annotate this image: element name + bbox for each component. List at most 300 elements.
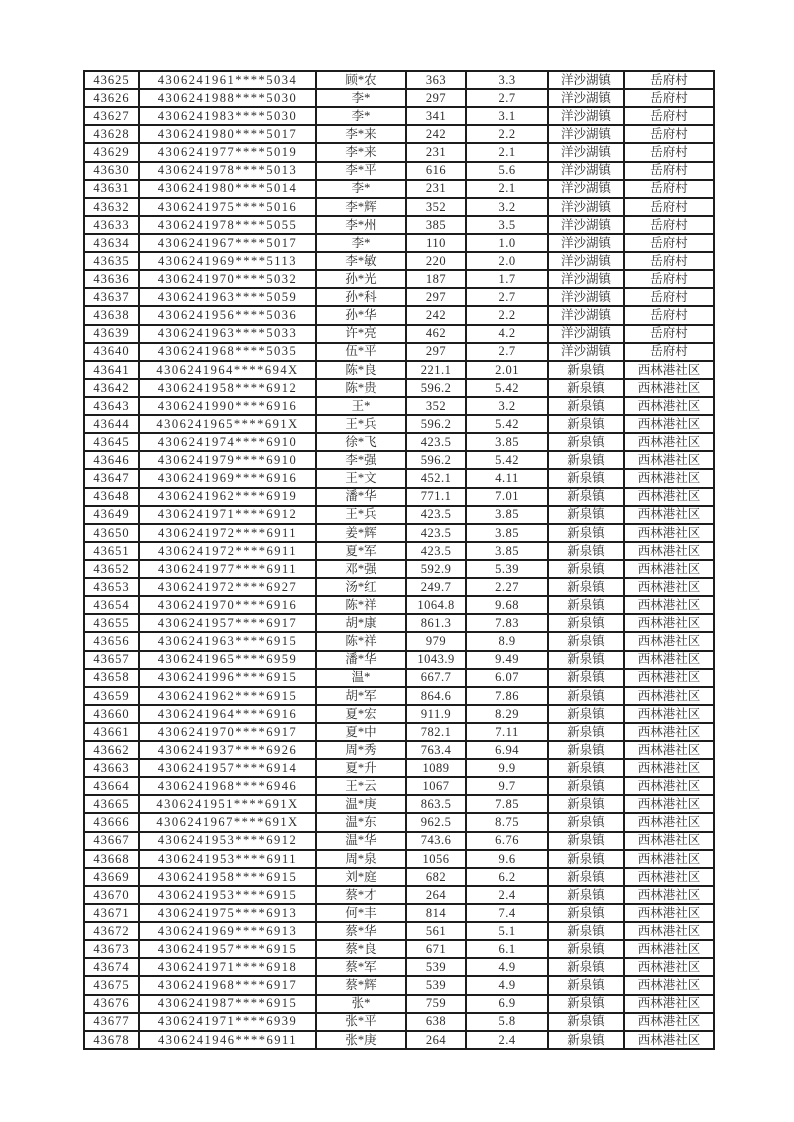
secondary-amount-cell: 9.49 (466, 651, 548, 669)
secondary-amount-cell: 3.85 (466, 524, 548, 542)
id-number-cell: 4306241958****6915 (139, 868, 316, 886)
name-cell: 邓*强 (316, 560, 406, 578)
table-row (84, 759, 714, 777)
village-cell: 西林港社区 (624, 433, 714, 451)
table-row (84, 415, 714, 433)
village-cell: 岳府村 (624, 343, 714, 361)
name-cell: 张*平 (316, 1013, 406, 1031)
serial-cell: 43671 (84, 904, 139, 922)
table-row (84, 125, 714, 143)
amount-cell: 596.2 (406, 379, 466, 397)
village-cell: 西林港社区 (624, 1013, 714, 1031)
name-cell: 蔡*华 (316, 922, 406, 940)
amount-cell: 231 (406, 143, 466, 161)
amount-cell: 616 (406, 162, 466, 180)
town-cell: 新泉镇 (548, 651, 624, 669)
town-cell: 新泉镇 (548, 705, 624, 723)
village-cell: 岳府村 (624, 325, 714, 343)
name-cell: 陈*贵 (316, 379, 406, 397)
id-number-cell: 4306241977****6911 (139, 560, 316, 578)
serial-cell: 43658 (84, 669, 139, 687)
town-cell: 新泉镇 (548, 596, 624, 614)
town-cell: 新泉镇 (548, 1013, 624, 1031)
data-table (83, 70, 715, 1050)
name-cell: 孙*华 (316, 306, 406, 324)
table-row (84, 451, 714, 469)
name-cell: 夏*升 (316, 759, 406, 777)
amount-cell: 864.6 (406, 687, 466, 705)
table-row (84, 741, 714, 759)
id-number-cell: 4306241968****6917 (139, 976, 316, 994)
id-number-cell: 4306241972****6911 (139, 542, 316, 560)
id-number-cell: 4306241979****6910 (139, 451, 316, 469)
amount-cell: 423.5 (406, 524, 466, 542)
village-cell: 西林港社区 (624, 687, 714, 705)
town-cell: 新泉镇 (548, 976, 624, 994)
name-cell: 徐*飞 (316, 433, 406, 451)
amount-cell: 861.3 (406, 614, 466, 632)
id-number-cell: 4306241963****5033 (139, 325, 316, 343)
village-cell: 西林港社区 (624, 451, 714, 469)
name-cell: 陈*祥 (316, 632, 406, 650)
amount-cell: 1056 (406, 850, 466, 868)
town-cell: 新泉镇 (548, 940, 624, 958)
village-cell: 岳府村 (624, 125, 714, 143)
secondary-amount-cell: 3.3 (466, 71, 548, 89)
table-row (84, 71, 714, 89)
id-number-cell: 4306241957****6915 (139, 940, 316, 958)
table-row (84, 777, 714, 795)
id-number-cell: 4306241972****6927 (139, 578, 316, 596)
table-row (84, 886, 714, 904)
name-cell: 潘*华 (316, 651, 406, 669)
secondary-amount-cell: 2.0 (466, 252, 548, 270)
name-cell: 李*辉 (316, 198, 406, 216)
id-number-cell: 4306241968****6946 (139, 777, 316, 795)
table-row (84, 922, 714, 940)
secondary-amount-cell: 3.5 (466, 216, 548, 234)
table-body (84, 71, 714, 1049)
serial-cell: 43632 (84, 198, 139, 216)
table-row (84, 723, 714, 741)
name-cell: 陈*良 (316, 361, 406, 379)
serial-cell: 43655 (84, 614, 139, 632)
id-number-cell: 4306241972****6911 (139, 524, 316, 542)
secondary-amount-cell: 2.7 (466, 89, 548, 107)
amount-cell: 220 (406, 252, 466, 270)
table-row (84, 469, 714, 487)
table-row (84, 542, 714, 560)
name-cell: 孙*光 (316, 270, 406, 288)
serial-cell: 43659 (84, 687, 139, 705)
serial-cell: 43647 (84, 469, 139, 487)
name-cell: 王*云 (316, 777, 406, 795)
table-row (84, 343, 714, 361)
secondary-amount-cell: 2.1 (466, 180, 548, 198)
amount-cell: 1043.9 (406, 651, 466, 669)
name-cell: 李* (316, 234, 406, 252)
amount-cell: 452.1 (406, 469, 466, 487)
table-row (84, 596, 714, 614)
name-cell: 蔡*辉 (316, 976, 406, 994)
serial-cell: 43633 (84, 216, 139, 234)
amount-cell: 771.1 (406, 488, 466, 506)
id-number-cell: 4306241971****6918 (139, 958, 316, 976)
serial-cell: 43653 (84, 578, 139, 596)
town-cell: 新泉镇 (548, 886, 624, 904)
village-cell: 西林港社区 (624, 832, 714, 850)
table-row (84, 669, 714, 687)
serial-cell: 43640 (84, 343, 139, 361)
name-cell: 温*庚 (316, 795, 406, 813)
name-cell: 胡*康 (316, 614, 406, 632)
table-row (84, 234, 714, 252)
table-row (84, 614, 714, 632)
village-cell: 西林港社区 (624, 777, 714, 795)
secondary-amount-cell: 3.2 (466, 198, 548, 216)
secondary-amount-cell: 5.6 (466, 162, 548, 180)
table-row (84, 107, 714, 125)
serial-cell: 43669 (84, 868, 139, 886)
town-cell: 洋沙湖镇 (548, 180, 624, 198)
name-cell: 夏*军 (316, 542, 406, 560)
id-number-cell: 4306241980****5014 (139, 180, 316, 198)
serial-cell: 43626 (84, 89, 139, 107)
town-cell: 新泉镇 (548, 777, 624, 795)
table-row (84, 795, 714, 813)
village-cell: 西林港社区 (624, 795, 714, 813)
id-number-cell: 4306241967****5017 (139, 234, 316, 252)
id-number-cell: 4306241961****5034 (139, 71, 316, 89)
village-cell: 西林港社区 (624, 922, 714, 940)
secondary-amount-cell: 7.11 (466, 723, 548, 741)
name-cell: 伍*平 (316, 343, 406, 361)
town-cell: 洋沙湖镇 (548, 234, 624, 252)
id-number-cell: 4306241987****6915 (139, 995, 316, 1013)
town-cell: 洋沙湖镇 (548, 306, 624, 324)
table-row (84, 1013, 714, 1031)
secondary-amount-cell: 5.8 (466, 1013, 548, 1031)
name-cell: 潘*华 (316, 488, 406, 506)
town-cell: 洋沙湖镇 (548, 107, 624, 125)
serial-cell: 43652 (84, 560, 139, 578)
village-cell: 岳府村 (624, 252, 714, 270)
secondary-amount-cell: 2.7 (466, 288, 548, 306)
amount-cell: 782.1 (406, 723, 466, 741)
town-cell: 新泉镇 (548, 759, 624, 777)
serial-cell: 43674 (84, 958, 139, 976)
serial-cell: 43645 (84, 433, 139, 451)
serial-cell: 43642 (84, 379, 139, 397)
town-cell: 新泉镇 (548, 524, 624, 542)
village-cell: 岳府村 (624, 143, 714, 161)
name-cell: 李*州 (316, 216, 406, 234)
id-number-cell: 4306241965****6959 (139, 651, 316, 669)
village-cell: 西林港社区 (624, 469, 714, 487)
name-cell: 李*强 (316, 451, 406, 469)
serial-cell: 43650 (84, 524, 139, 542)
serial-cell: 43644 (84, 415, 139, 433)
amount-cell: 363 (406, 71, 466, 89)
amount-cell: 962.5 (406, 813, 466, 831)
town-cell: 洋沙湖镇 (548, 252, 624, 270)
id-number-cell: 4306241983****5030 (139, 107, 316, 125)
table-row (84, 524, 714, 542)
village-cell: 西林港社区 (624, 614, 714, 632)
id-number-cell: 4306241953****6915 (139, 886, 316, 904)
town-cell: 新泉镇 (548, 632, 624, 650)
amount-cell: 385 (406, 216, 466, 234)
amount-cell: 231 (406, 180, 466, 198)
serial-cell: 43673 (84, 940, 139, 958)
id-number-cell: 4306241951****691X (139, 795, 316, 813)
village-cell: 岳府村 (624, 198, 714, 216)
village-cell: 西林港社区 (624, 958, 714, 976)
amount-cell: 1089 (406, 759, 466, 777)
village-cell: 西林港社区 (624, 488, 714, 506)
id-number-cell: 4306241975****5016 (139, 198, 316, 216)
table-row (84, 868, 714, 886)
village-cell: 岳府村 (624, 270, 714, 288)
village-cell: 西林港社区 (624, 415, 714, 433)
secondary-amount-cell: 2.27 (466, 578, 548, 596)
amount-cell: 863.5 (406, 795, 466, 813)
id-number-cell: 4306241970****5032 (139, 270, 316, 288)
serial-cell: 43641 (84, 361, 139, 379)
secondary-amount-cell: 7.4 (466, 904, 548, 922)
secondary-amount-cell: 8.75 (466, 813, 548, 831)
id-number-cell: 4306241971****6912 (139, 506, 316, 524)
serial-cell: 43631 (84, 180, 139, 198)
amount-cell: 297 (406, 89, 466, 107)
amount-cell: 638 (406, 1013, 466, 1031)
amount-cell: 242 (406, 306, 466, 324)
secondary-amount-cell: 7.83 (466, 614, 548, 632)
town-cell: 新泉镇 (548, 1031, 624, 1049)
id-number-cell: 4306241963****5059 (139, 288, 316, 306)
amount-cell: 814 (406, 904, 466, 922)
town-cell: 新泉镇 (548, 741, 624, 759)
serial-cell: 43665 (84, 795, 139, 813)
table-row (84, 379, 714, 397)
name-cell: 蔡*才 (316, 886, 406, 904)
town-cell: 洋沙湖镇 (548, 162, 624, 180)
secondary-amount-cell: 6.1 (466, 940, 548, 958)
table-row (84, 361, 714, 379)
secondary-amount-cell: 3.1 (466, 107, 548, 125)
secondary-amount-cell: 2.01 (466, 361, 548, 379)
name-cell: 李* (316, 89, 406, 107)
serial-cell: 43638 (84, 306, 139, 324)
village-cell: 西林港社区 (624, 379, 714, 397)
village-cell: 岳府村 (624, 180, 714, 198)
secondary-amount-cell: 7.01 (466, 488, 548, 506)
name-cell: 孙*科 (316, 288, 406, 306)
serial-cell: 43666 (84, 813, 139, 831)
amount-cell: 462 (406, 325, 466, 343)
secondary-amount-cell: 6.07 (466, 669, 548, 687)
name-cell: 蔡*良 (316, 940, 406, 958)
village-cell: 西林港社区 (624, 397, 714, 415)
table-row (84, 89, 714, 107)
secondary-amount-cell: 2.1 (466, 143, 548, 161)
name-cell: 李*敏 (316, 252, 406, 270)
town-cell: 洋沙湖镇 (548, 71, 624, 89)
village-cell: 西林港社区 (624, 723, 714, 741)
town-cell: 新泉镇 (548, 542, 624, 560)
serial-cell: 43643 (84, 397, 139, 415)
village-cell: 西林港社区 (624, 542, 714, 560)
serial-cell: 43637 (84, 288, 139, 306)
town-cell: 洋沙湖镇 (548, 143, 624, 161)
id-number-cell: 4306241974****6910 (139, 433, 316, 451)
table-row (84, 506, 714, 524)
village-cell: 西林港社区 (624, 506, 714, 524)
amount-cell: 759 (406, 995, 466, 1013)
name-cell: 何*丰 (316, 904, 406, 922)
town-cell: 新泉镇 (548, 958, 624, 976)
amount-cell: 743.6 (406, 832, 466, 850)
amount-cell: 979 (406, 632, 466, 650)
id-number-cell: 4306241953****6912 (139, 832, 316, 850)
name-cell: 王*兵 (316, 506, 406, 524)
town-cell: 新泉镇 (548, 687, 624, 705)
serial-cell: 43675 (84, 976, 139, 994)
serial-cell: 43656 (84, 632, 139, 650)
table-row (84, 813, 714, 831)
secondary-amount-cell: 3.85 (466, 506, 548, 524)
town-cell: 新泉镇 (548, 723, 624, 741)
town-cell: 洋沙湖镇 (548, 325, 624, 343)
serial-cell: 43668 (84, 850, 139, 868)
name-cell: 温*华 (316, 832, 406, 850)
village-cell: 西林港社区 (624, 578, 714, 596)
village-cell: 西林港社区 (624, 886, 714, 904)
amount-cell: 264 (406, 1031, 466, 1049)
secondary-amount-cell: 8.9 (466, 632, 548, 650)
amount-cell: 671 (406, 940, 466, 958)
name-cell: 姜*辉 (316, 524, 406, 542)
town-cell: 洋沙湖镇 (548, 89, 624, 107)
amount-cell: 297 (406, 288, 466, 306)
table-row (84, 651, 714, 669)
town-cell: 新泉镇 (548, 813, 624, 831)
serial-cell: 43654 (84, 596, 139, 614)
village-cell: 西林港社区 (624, 596, 714, 614)
table-row (84, 270, 714, 288)
table-row (84, 252, 714, 270)
town-cell: 新泉镇 (548, 832, 624, 850)
amount-cell: 1067 (406, 777, 466, 795)
village-cell: 西林港社区 (624, 632, 714, 650)
name-cell: 胡*军 (316, 687, 406, 705)
secondary-amount-cell: 4.11 (466, 469, 548, 487)
name-cell: 蔡*军 (316, 958, 406, 976)
table-row (84, 397, 714, 415)
id-number-cell: 4306241964****694X (139, 361, 316, 379)
table-row (84, 198, 714, 216)
id-number-cell: 4306241958****6912 (139, 379, 316, 397)
serial-cell: 43636 (84, 270, 139, 288)
village-cell: 西林港社区 (624, 940, 714, 958)
town-cell: 洋沙湖镇 (548, 216, 624, 234)
table-row (84, 832, 714, 850)
id-number-cell: 4306241977****5019 (139, 143, 316, 161)
secondary-amount-cell: 2.4 (466, 1031, 548, 1049)
village-cell: 岳府村 (624, 162, 714, 180)
name-cell: 李*平 (316, 162, 406, 180)
secondary-amount-cell: 2.2 (466, 125, 548, 143)
id-number-cell: 4306241937****6926 (139, 741, 316, 759)
name-cell: 许*亮 (316, 325, 406, 343)
table-row (84, 162, 714, 180)
id-number-cell: 4306241968****5035 (139, 343, 316, 361)
secondary-amount-cell: 4.9 (466, 976, 548, 994)
name-cell: 刘*庭 (316, 868, 406, 886)
table-row (84, 216, 714, 234)
serial-cell: 43649 (84, 506, 139, 524)
serial-cell: 43667 (84, 832, 139, 850)
secondary-amount-cell: 4.2 (466, 325, 548, 343)
village-cell: 西林港社区 (624, 669, 714, 687)
secondary-amount-cell: 6.94 (466, 741, 548, 759)
village-cell: 西林港社区 (624, 813, 714, 831)
town-cell: 新泉镇 (548, 433, 624, 451)
id-number-cell: 4306241962****6915 (139, 687, 316, 705)
secondary-amount-cell: 7.85 (466, 795, 548, 813)
town-cell: 新泉镇 (548, 922, 624, 940)
town-cell: 新泉镇 (548, 488, 624, 506)
table-row (84, 306, 714, 324)
id-number-cell: 4306241963****6915 (139, 632, 316, 650)
name-cell: 顾*农 (316, 71, 406, 89)
serial-cell: 43660 (84, 705, 139, 723)
table-row (84, 560, 714, 578)
table-row (84, 488, 714, 506)
name-cell: 王*兵 (316, 415, 406, 433)
amount-cell: 682 (406, 868, 466, 886)
town-cell: 新泉镇 (548, 415, 624, 433)
amount-cell: 423.5 (406, 542, 466, 560)
name-cell: 陈*祥 (316, 596, 406, 614)
amount-cell: 539 (406, 958, 466, 976)
town-cell: 新泉镇 (548, 469, 624, 487)
table-row (84, 976, 714, 994)
table-row (84, 904, 714, 922)
amount-cell: 187 (406, 270, 466, 288)
secondary-amount-cell: 6.9 (466, 995, 548, 1013)
amount-cell: 763.4 (406, 741, 466, 759)
town-cell: 新泉镇 (548, 379, 624, 397)
secondary-amount-cell: 2.7 (466, 343, 548, 361)
secondary-amount-cell: 2.2 (466, 306, 548, 324)
secondary-amount-cell: 5.42 (466, 415, 548, 433)
town-cell: 洋沙湖镇 (548, 198, 624, 216)
id-number-cell: 4306241965****691X (139, 415, 316, 433)
town-cell: 新泉镇 (548, 904, 624, 922)
amount-cell: 539 (406, 976, 466, 994)
serial-cell: 43663 (84, 759, 139, 777)
id-number-cell: 4306241957****6917 (139, 614, 316, 632)
village-cell: 西林港社区 (624, 524, 714, 542)
town-cell: 新泉镇 (548, 995, 624, 1013)
town-cell: 新泉镇 (548, 451, 624, 469)
amount-cell: 341 (406, 107, 466, 125)
name-cell: 温* (316, 669, 406, 687)
village-cell: 岳府村 (624, 71, 714, 89)
amount-cell: 242 (406, 125, 466, 143)
amount-cell: 1064.8 (406, 596, 466, 614)
